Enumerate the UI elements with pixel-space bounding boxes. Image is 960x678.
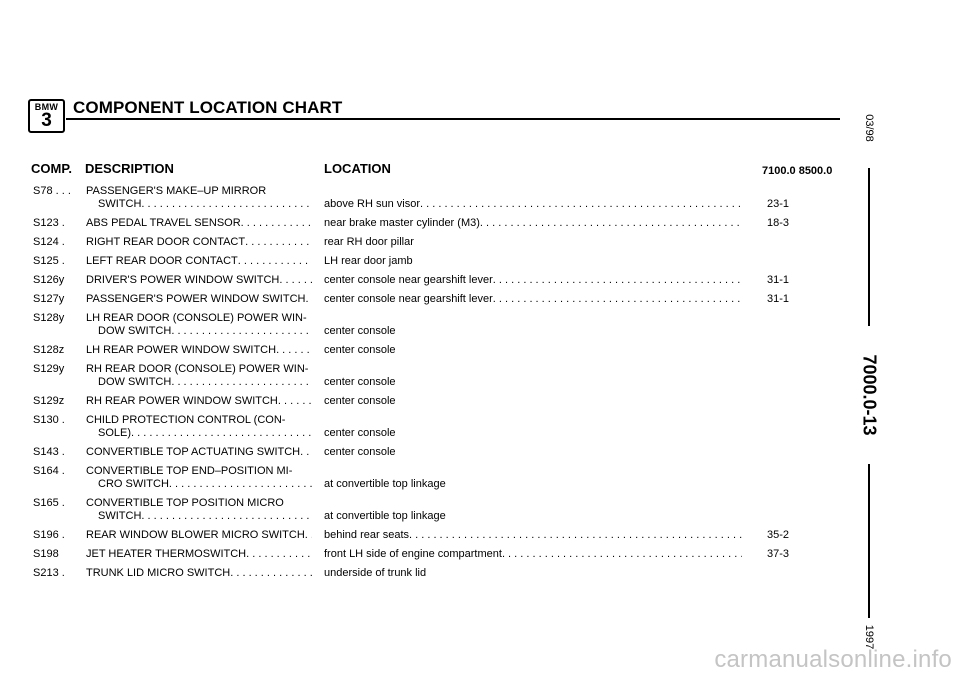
dot-leader (241, 217, 312, 230)
description-text: DOW SWITCH (98, 325, 172, 337)
component-description (86, 217, 312, 230)
dot-leader (493, 274, 742, 287)
description-line (86, 217, 312, 230)
component-description (86, 312, 312, 338)
logo-brand-text: BMW (34, 102, 59, 112)
component-description (86, 548, 312, 561)
location-text: underside of trunk lid (324, 567, 427, 579)
description-text: CONVERTIBLE TOP END–POSITION MI- (86, 465, 293, 477)
component-code: S127y (33, 293, 65, 305)
description-text: DRIVER'S POWER WINDOW SWITCH (86, 274, 280, 286)
component-location (324, 255, 742, 268)
table-row (0, 274, 840, 287)
description-text: SWITCH (98, 510, 142, 522)
dot-leader (131, 427, 312, 440)
dot-leader (141, 198, 312, 211)
description-line (86, 395, 312, 408)
location-text: center console (324, 395, 396, 407)
column-header-description: DESCRIPTION (85, 161, 174, 176)
description-line (86, 478, 312, 491)
component-location (324, 478, 742, 491)
location-text: center console (324, 376, 396, 388)
description-text: TRUNK LID MICRO SWITCH (86, 567, 231, 579)
description-text: ABS PEDAL TRAVEL SENSOR (86, 217, 241, 229)
description-line (86, 510, 312, 523)
component-location (324, 236, 742, 249)
location-text: center console (324, 344, 396, 356)
dot-leader (276, 344, 312, 357)
title-rule (66, 118, 840, 120)
description-line (86, 414, 312, 427)
description-text: LH REAR POWER WINDOW SWITCH (86, 344, 277, 356)
component-location (324, 529, 742, 542)
description-line (86, 446, 312, 459)
component-table (0, 185, 840, 586)
component-code: S123 . (33, 217, 65, 229)
table-row (0, 548, 840, 561)
description-text: RH REAR DOOR (CONSOLE) POWER WIN- (86, 363, 309, 375)
reference-number: 18-3 (767, 217, 790, 229)
side-rule-bottom (868, 464, 870, 618)
dot-leader (141, 510, 312, 523)
description-line (86, 497, 312, 510)
side-date: 03/98 (863, 114, 875, 142)
table-row (0, 217, 840, 230)
component-description (86, 567, 312, 580)
component-code: S198 (33, 548, 59, 560)
description-line (86, 529, 312, 542)
description-text: JET HEATER THERMOSWITCH (86, 548, 247, 560)
component-code: S130 . (33, 414, 65, 426)
location-text: center console (324, 446, 396, 458)
location-text: at convertible top linkage (324, 478, 446, 490)
component-location (324, 274, 742, 287)
description-line (86, 427, 312, 440)
component-location (324, 325, 742, 338)
component-description (86, 395, 312, 408)
column-header-reference: 7100.0 8500.0 (762, 165, 833, 177)
description-text: CRO SWITCH (98, 478, 169, 490)
dot-leader (300, 446, 312, 459)
table-row (0, 312, 840, 338)
component-code: S164 . (33, 465, 65, 477)
component-location (324, 427, 742, 440)
component-code: S125 . (33, 255, 65, 267)
reference-number: 31-1 (767, 274, 790, 286)
table-row (0, 465, 840, 491)
location-text: behind rear seats (324, 529, 409, 541)
page-title: COMPONENT LOCATION CHART (73, 98, 343, 117)
component-code: S128z (33, 344, 65, 356)
description-text: RIGHT REAR DOOR CONTACT (86, 236, 246, 248)
component-location (324, 395, 742, 408)
component-description (86, 363, 312, 389)
component-description (86, 446, 312, 459)
dot-leader (305, 293, 312, 306)
bmw-3-series-logo (28, 99, 65, 133)
description-line (86, 293, 312, 306)
location-text: rear RH door pillar (324, 236, 414, 248)
table-row (0, 185, 840, 211)
description-line (86, 274, 312, 287)
location-text: near brake master cylinder (M3) (324, 217, 480, 229)
component-code: S213 . (33, 567, 65, 579)
dot-leader (420, 198, 742, 211)
component-code: S165 . (33, 497, 65, 509)
table-row (0, 236, 840, 249)
table-row (0, 395, 840, 408)
location-text: center console (324, 325, 396, 337)
description-line (86, 236, 312, 249)
component-code: S128y (33, 312, 65, 324)
location-text: LH rear door jamb (324, 255, 413, 267)
description-text: RH REAR POWER WINDOW SWITCH (86, 395, 278, 407)
reference-number: 37-3 (767, 548, 790, 560)
component-location (324, 510, 742, 523)
component-location (324, 293, 742, 306)
description-line (86, 548, 312, 561)
location-text: front LH side of engine compartment (324, 548, 502, 560)
component-description (86, 497, 312, 523)
location-text: center console near gearshift lever (324, 274, 493, 286)
component-code: S129z (33, 395, 65, 407)
description-text: DOW SWITCH (98, 376, 172, 388)
dot-leader (493, 293, 742, 306)
side-year: 1997 (863, 624, 875, 650)
dot-leader (502, 548, 742, 561)
component-code: S143 . (33, 446, 65, 458)
component-description (86, 344, 312, 357)
description-text: SOLE) (98, 427, 132, 439)
dot-leader (230, 567, 312, 580)
component-code: S196 . (33, 529, 65, 541)
component-description (86, 465, 312, 491)
table-row (0, 497, 840, 523)
table-row (0, 567, 840, 580)
description-line (86, 255, 312, 268)
table-row (0, 255, 840, 268)
reference-number: 23-1 (767, 198, 790, 210)
dot-leader (246, 548, 312, 561)
description-line (86, 465, 312, 478)
component-description (86, 529, 312, 542)
component-code: S124 . (33, 236, 65, 248)
description-text: LEFT REAR DOOR CONTACT (86, 255, 238, 267)
description-line (86, 344, 312, 357)
dot-leader (279, 274, 312, 287)
component-description (86, 185, 312, 211)
component-location (324, 198, 742, 211)
dot-leader (169, 478, 312, 491)
table-row (0, 344, 840, 357)
component-description (86, 236, 312, 249)
reference-number: 31-1 (767, 293, 790, 305)
component-location (324, 344, 742, 357)
table-row (0, 363, 840, 389)
description-line (86, 363, 312, 376)
location-text: at convertible top linkage (324, 510, 446, 522)
dot-leader (171, 325, 312, 338)
dot-leader (278, 395, 312, 408)
column-header-location: LOCATION (324, 161, 391, 176)
watermark: carmanualsonline.info (714, 646, 952, 673)
table-row (0, 414, 840, 440)
description-line (86, 325, 312, 338)
description-text: LH REAR DOOR (CONSOLE) POWER WIN- (86, 312, 307, 324)
side-rule-top (868, 168, 870, 326)
description-text: REAR WINDOW BLOWER MICRO SWITCH (86, 529, 305, 541)
location-text: center console (324, 427, 396, 439)
description-line (86, 185, 312, 198)
description-line (86, 567, 312, 580)
description-text: PASSENGER'S POWER WINDOW SWITCH (86, 293, 306, 305)
component-description (86, 255, 312, 268)
table-row (0, 529, 840, 542)
component-code: S129y (33, 363, 65, 375)
description-text: PASSENGER'S MAKE–UP MIRROR (86, 185, 267, 197)
component-code: S126y (33, 274, 65, 286)
description-text: SWITCH (98, 198, 142, 210)
reference-number: 35-2 (767, 529, 790, 541)
description-text: CONVERTIBLE TOP POSITION MICRO (86, 497, 284, 509)
location-text: center console near gearshift lever (324, 293, 493, 305)
side-page-number: 7000.0-13 (859, 354, 880, 436)
column-header-comp: COMP. (31, 161, 72, 176)
dot-leader (238, 255, 312, 268)
component-location (324, 217, 742, 230)
description-text: CONVERTIBLE TOP ACTUATING SWITCH (86, 446, 301, 458)
dot-leader (305, 529, 312, 542)
dot-leader (245, 236, 312, 249)
component-location (324, 567, 742, 580)
component-location (324, 376, 742, 389)
description-line (86, 312, 312, 325)
dot-leader (480, 217, 742, 230)
component-location (324, 548, 742, 561)
component-description (86, 293, 312, 306)
description-line (86, 198, 312, 211)
component-description (86, 274, 312, 287)
component-code: S78 . . . (33, 185, 71, 197)
table-row (0, 446, 840, 459)
component-location (324, 446, 742, 459)
description-text: CHILD PROTECTION CONTROL (CON- (86, 414, 286, 426)
table-row (0, 293, 840, 306)
description-line (86, 376, 312, 389)
component-description (86, 414, 312, 440)
dot-leader (171, 376, 312, 389)
logo-series-text: 3 (41, 110, 52, 131)
location-text: above RH sun visor (324, 198, 420, 210)
dot-leader (409, 529, 742, 542)
